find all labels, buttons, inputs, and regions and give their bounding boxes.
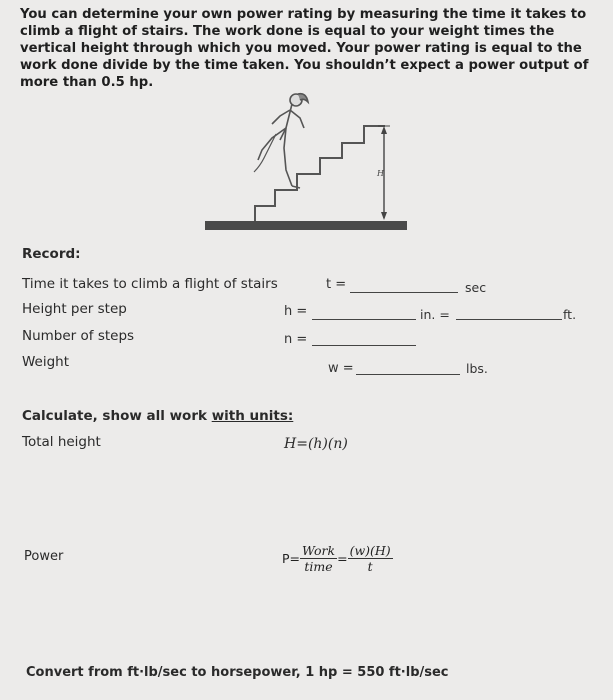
total-height-formula: H=(h)(n) bbox=[284, 436, 348, 452]
convert-text: Convert from ft·lb/sec to horsepower, 1 hp = 550 ft·lb/sec bbox=[26, 665, 449, 680]
calculate-heading-prefix: Calculate, show all work bbox=[22, 408, 212, 424]
height-per-step-blank[interactable] bbox=[312, 319, 416, 320]
floor-slab bbox=[205, 221, 407, 230]
record-heading: Record: bbox=[22, 246, 81, 262]
weight-label: Weight bbox=[22, 354, 70, 370]
power-label: Power bbox=[24, 549, 64, 564]
power-fraction-2 bbox=[348, 543, 393, 574]
power-den2: t bbox=[367, 559, 373, 574]
number-of-steps-label: Number of steps bbox=[22, 328, 135, 344]
time-unit: sec bbox=[465, 280, 487, 295]
height-label: H bbox=[377, 169, 384, 178]
height-per-step-feet-blank[interactable] bbox=[456, 319, 562, 320]
power-eq: = bbox=[337, 551, 348, 566]
height-per-step-unit: in. = bbox=[420, 307, 450, 322]
weight-unit: lbs. bbox=[466, 361, 488, 376]
power-formula bbox=[282, 543, 393, 574]
weight-blank[interactable] bbox=[356, 374, 460, 375]
power-p: P= bbox=[282, 551, 301, 566]
weight-var: w = bbox=[328, 361, 354, 376]
intro-paragraph: You can determine your own power rating by measuring the time it takes to climb a flight of stairs. The work done is equal to your weight times the vertical height through which you moved. Your power rating is equal to the work done divide by the time taken. You shouldn’t expect a power output of more than 0.5 hp. bbox=[20, 7, 589, 90]
height-per-step-var: h = bbox=[284, 304, 308, 319]
power-den1: time bbox=[304, 559, 333, 574]
time-blank[interactable] bbox=[350, 292, 458, 293]
power-num2: (w)(H) bbox=[349, 543, 391, 558]
height-per-step-label: Height per step bbox=[22, 301, 127, 317]
calculate-heading bbox=[22, 408, 293, 424]
number-of-steps-var: n = bbox=[284, 332, 308, 347]
time-label: Time it takes to climb a flight of stairs bbox=[22, 276, 278, 292]
stair-climber-illustration bbox=[200, 88, 410, 236]
number-of-steps-blank[interactable] bbox=[312, 345, 416, 346]
power-num1: Work bbox=[302, 543, 336, 558]
staircase bbox=[255, 126, 385, 221]
power-fraction-1 bbox=[300, 543, 337, 574]
time-var: t = bbox=[326, 277, 347, 292]
total-height-label: Total height bbox=[22, 434, 101, 450]
calculate-heading-underlined: with units: bbox=[211, 408, 294, 424]
height-per-step-unit2: ft. bbox=[563, 307, 577, 322]
